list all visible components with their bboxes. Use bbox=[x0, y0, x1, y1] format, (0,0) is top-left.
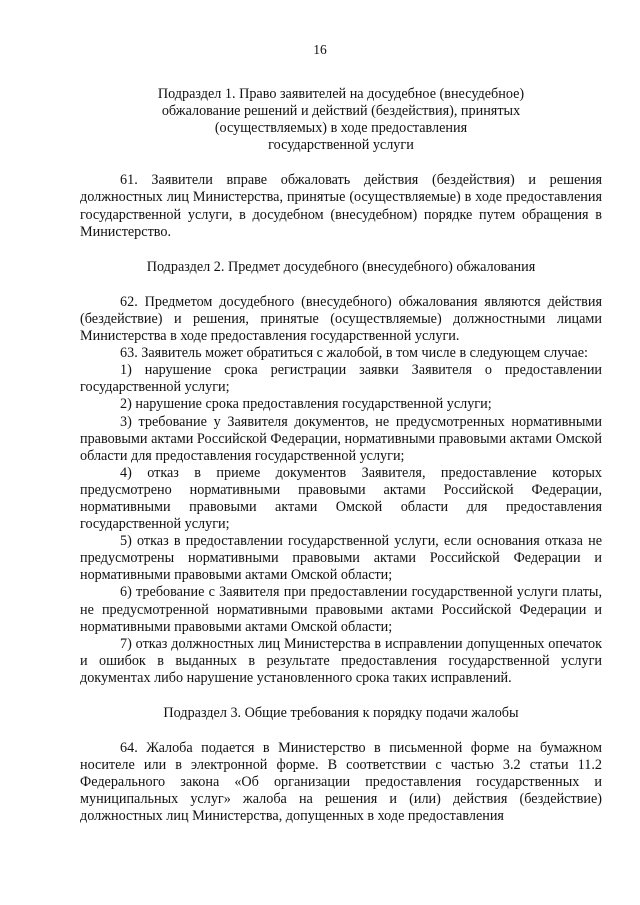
list-item-2: 2) нарушение срока предоставления государственной услуги; bbox=[120, 396, 492, 413]
subsection-1-heading-line: государственной услуги bbox=[268, 137, 414, 154]
document-body bbox=[80, 86, 602, 826]
subsection-2-heading: Подраздел 2. Предмет досудебного (внесудебного) обжалования bbox=[146, 258, 536, 275]
list-item-4: 4) отказ в приеме документов Заявителя, предоставление которых предусмотрено нормативными правовыми актами Российской Федерации, нормативными правовыми актами Омской области для предоставления государственной услуги; bbox=[80, 464, 602, 533]
list-item-5: 5) отказ в предоставлении государственной услуги, если основания отказа не предусмотрены нормативными правовыми актами Российской Федерации и нормативными правовыми актами Омской области; bbox=[80, 533, 602, 584]
list-item-6: 6) требование с Заявителя при предоставлении государственной услуги платы, не предусмотренной нормативными правовыми актами Российской Федерации и нормативными правовыми актами Омской области; bbox=[80, 584, 602, 635]
subsection-3-heading: Подраздел 3. Общие требования к порядку подачи жалобы bbox=[163, 705, 519, 721]
paragraph-62: 62. Предметом досудебного (внесудебного) обжалования являются действия (бездействие) и решения, принятые (осуществляемые) должностными лицами Министерства в ходе предоставления государственной услуги. bbox=[80, 293, 602, 345]
subsection-1-heading-line: (осуществляемых) в ходе предоставления bbox=[214, 120, 468, 137]
page-number: 16 bbox=[313, 42, 327, 57]
subsection-1-heading bbox=[80, 86, 602, 154]
subsection-1-heading-line: обжалование решений и действий (бездействия), принятых bbox=[161, 103, 521, 120]
paragraph-63: 63. Заявитель может обратиться с жалобой, в том числе в следующем случае: bbox=[120, 345, 588, 362]
list-item-7: 7) отказ должностных лиц Министерства в исправлении допущенных опечаток и ошибок в выданных в результате предоставления государственной услуги документах либо нарушение установленного срока таких исправлений. bbox=[80, 635, 602, 686]
paragraph-64: 64. Жалоба подается в Министерство в письменной форме на бумажном носителе или в электронной форме. В соответствии с частью 3.2 статьи 11.2 Федерального закона «Об организации предоставления государственных и муниципальных услуг» жалоба на решения и (или) действия (бездействие) должностных лиц Министерства, допущенных в ходе предоставления bbox=[80, 740, 602, 825]
paragraph-61: 61. Заявители вправе обжаловать действия (бездействия) и решения должностных лиц Министерства, принятые (осуществляемые) в ходе предоставления государственной услуги, в досудебном (внесудебном) порядке путем обращения в Министерство. bbox=[80, 172, 602, 240]
subsection-1-heading-line: Подраздел 1. Право заявителей на досудебное (внесудебное) bbox=[157, 86, 525, 102]
list-item-3: 3) требование у Заявителя документов, не предусмотренных нормативными правовыми актами Российской Федерации, нормативными правовыми актами Омской области для предоставления государственной услуги; bbox=[80, 413, 602, 464]
list-item-1: 1) нарушение срока регистрации заявки Заявителя о предоставлении государственной услуги; bbox=[80, 362, 602, 396]
